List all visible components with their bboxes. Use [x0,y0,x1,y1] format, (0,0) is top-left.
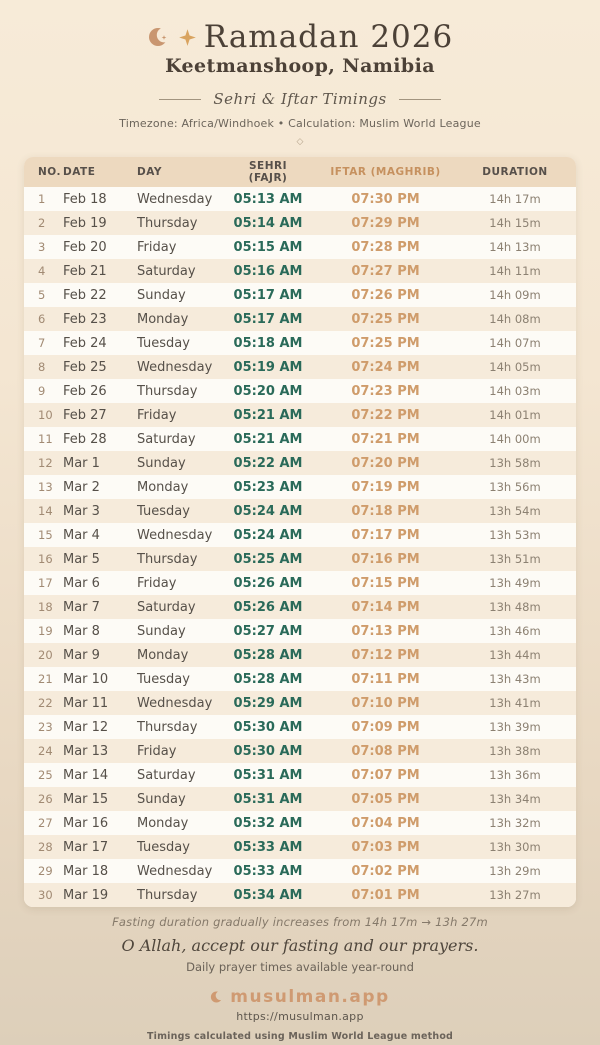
cell-day: Thursday [137,551,198,567]
cell-duration: 13h 38m [489,744,541,758]
cell-date: Feb 22 [63,287,107,303]
cell-duration: 13h 34m [489,792,541,806]
cell-sehri: 05:25 AM [233,551,303,567]
cell-day: Thursday [137,887,198,903]
cell-sehri: 05:18 AM [233,335,303,351]
cell-date: Mar 5 [63,551,100,567]
table-row [24,619,576,643]
cell-duration: 13h 58m [489,456,541,470]
cell-date: Feb 19 [63,215,107,231]
table-row [24,211,576,235]
table-row [24,763,576,787]
cell-iftar: 07:18 PM [351,503,420,519]
cell-duration: 14h 00m [489,432,541,446]
cell-date: Mar 13 [63,743,109,759]
page-title: Ramadan 2026 [203,19,454,55]
cell-no: 5 [38,288,46,302]
cell-day: Saturday [137,599,196,615]
cell-date: Mar 4 [63,527,100,543]
brand-link[interactable]: musulman.app [230,987,390,1007]
table-row [24,451,576,475]
cell-sehri: 05:28 AM [233,647,303,663]
four-pointed-star-icon [178,28,197,47]
cell-sehri: 05:21 AM [233,407,303,423]
availability-note: Daily prayer times available year-round [186,960,414,974]
cell-day: Wednesday [137,863,213,879]
column-header-date: DATE [63,166,96,178]
column-header-iftar: IFTAR (MAGHRIB) [330,166,441,178]
cell-iftar: 07:30 PM [351,191,420,207]
cell-sehri: 05:31 AM [233,791,303,807]
dua-text: O Allah, accept our fasting and our prayers. [121,936,479,955]
brand-row [0,987,600,1007]
cell-day: Tuesday [137,503,190,519]
cell-iftar: 07:25 PM [351,311,420,327]
cell-duration: 14h 09m [489,288,541,302]
cell-no: 19 [38,624,53,638]
cell-sehri: 05:16 AM [233,263,303,279]
divider-line-right [399,99,441,100]
cell-day: Thursday [137,215,198,231]
cell-no: 23 [38,720,53,734]
cell-iftar: 07:27 PM [351,263,420,279]
cell-duration: 13h 36m [489,768,541,782]
table-row [24,283,576,307]
cell-iftar: 07:24 PM [351,359,420,375]
cell-no: 11 [38,432,53,446]
cell-sehri: 05:27 AM [233,623,303,639]
column-header-day: DAY [137,166,162,178]
cell-day: Monday [137,815,189,831]
cell-day: Monday [137,479,189,495]
cell-iftar: 07:04 PM [351,815,420,831]
cell-day: Wednesday [137,359,213,375]
cell-sehri: 05:24 AM [233,503,303,519]
cell-iftar: 07:08 PM [351,743,420,759]
cell-duration: 14h 01m [489,408,541,422]
cell-sehri: 05:22 AM [233,455,303,471]
cell-duration: 13h 27m [489,888,541,902]
cell-duration: 13h 39m [489,720,541,734]
cell-no: 27 [38,816,53,830]
cell-date: Feb 23 [63,311,107,327]
cell-sehri: 05:26 AM [233,575,303,591]
cell-sehri: 05:33 AM [233,839,303,855]
cell-sehri: 05:31 AM [233,767,303,783]
cell-duration: 13h 30m [489,840,541,854]
column-header-no: NO. [38,166,61,178]
cell-day: Monday [137,647,189,663]
cell-sehri: 05:14 AM [233,215,303,231]
site-url-link[interactable]: https://musulman.app [236,1010,364,1023]
table-row [24,499,576,523]
cell-day: Friday [137,239,177,255]
timezone-calculation-meta: Timezone: Africa/Windhoek • Calculation: Muslim World League [119,117,481,130]
table-row [24,715,576,739]
cell-no: 28 [38,840,53,854]
cell-iftar: 07:23 PM [351,383,420,399]
cell-sehri: 05:26 AM [233,599,303,615]
footer [0,915,600,1042]
cell-no: 22 [38,696,53,710]
cell-duration: 13h 29m [489,864,541,878]
cell-duration: 13h 46m [489,624,541,638]
cell-no: 17 [38,576,53,590]
table-row [24,427,576,451]
cell-duration: 14h 13m [489,240,541,254]
cell-no: 26 [38,792,53,806]
cell-iftar: 07:10 PM [351,695,420,711]
cell-date: Mar 7 [63,599,100,615]
cell-date: Mar 3 [63,503,100,519]
cell-duration: 14h 05m [489,360,541,374]
cell-day: Friday [137,407,177,423]
cell-day: Sunday [137,791,186,807]
cell-iftar: 07:01 PM [351,887,420,903]
cell-iftar: 07:07 PM [351,767,420,783]
cell-date: Mar 6 [63,575,100,591]
cell-duration: 14h 15m [489,216,541,230]
table-row [24,643,576,667]
cell-date: Mar 1 [63,455,100,471]
table-row [24,187,576,211]
cell-date: Mar 11 [63,695,109,711]
table-row [24,235,576,259]
cell-day: Wednesday [137,191,213,207]
cell-duration: 14h 03m [489,384,541,398]
location-subtitle: Keetmanshoop, Namibia [165,55,435,77]
cell-date: Mar 8 [63,623,100,639]
cell-iftar: 07:19 PM [351,479,420,495]
cell-no: 7 [38,336,46,350]
cell-date: Mar 12 [63,719,109,735]
cell-duration: 14h 11m [489,264,541,278]
timings-table-card [24,157,576,907]
cell-iftar: 07:02 PM [351,863,420,879]
cell-iftar: 07:11 PM [351,671,420,687]
cell-no: 20 [38,648,53,662]
cell-iftar: 07:22 PM [351,407,420,423]
cell-duration: 13h 44m [489,648,541,662]
cell-date: Feb 21 [63,263,107,279]
cell-sehri: 05:30 AM [233,719,303,735]
table-row [24,259,576,283]
table-row [24,355,576,379]
crescent-moon-star-icon [147,25,171,49]
cell-day: Sunday [137,455,186,471]
cell-date: Mar 15 [63,791,109,807]
cell-sehri: 05:34 AM [233,887,303,903]
cell-iftar: 07:26 PM [351,287,420,303]
cell-duration: 14h 17m [489,192,541,206]
cell-date: Mar 16 [63,815,109,831]
cell-no: 2 [38,216,46,230]
cell-iftar: 07:29 PM [351,215,420,231]
cell-no: 8 [38,360,46,374]
title-row [0,20,600,54]
cell-iftar: 07:15 PM [351,575,420,591]
table-row [24,523,576,547]
table-row [24,859,576,883]
cell-day: Wednesday [137,695,213,711]
cell-duration: 13h 56m [489,480,541,494]
cell-duration: 13h 32m [489,816,541,830]
table-row [24,571,576,595]
table-row [24,667,576,691]
cell-no: 3 [38,240,46,254]
cell-iftar: 07:21 PM [351,431,420,447]
cell-no: 15 [38,528,53,542]
cell-no: 4 [38,264,46,278]
cell-no: 14 [38,504,53,518]
column-header-sehri: SEHRI (FAJR) [248,160,288,184]
cell-date: Feb 20 [63,239,107,255]
cell-no: 24 [38,744,53,758]
cell-iftar: 07:05 PM [351,791,420,807]
cell-no: 30 [38,888,53,902]
cell-day: Saturday [137,431,196,447]
cell-duration: 13h 43m [489,672,541,686]
cell-date: Mar 18 [63,863,109,879]
table-body [24,187,576,907]
cell-day: Tuesday [137,671,190,687]
cell-sehri: 05:23 AM [233,479,303,495]
cell-no: 25 [38,768,53,782]
cell-no: 18 [38,600,53,614]
cell-date: Feb 26 [63,383,107,399]
cell-date: Mar 2 [63,479,100,495]
cell-duration: 13h 41m [489,696,541,710]
table-row [24,691,576,715]
table-row [24,403,576,427]
cell-day: Friday [137,743,177,759]
cell-no: 16 [38,552,53,566]
cell-sehri: 05:32 AM [233,815,303,831]
cell-duration: 14h 07m [489,336,541,350]
cell-date: Feb 18 [63,191,107,207]
cell-no: 10 [38,408,53,422]
cell-day: Saturday [137,767,196,783]
cell-duration: 13h 48m [489,600,541,614]
cell-sehri: 05:19 AM [233,359,303,375]
cell-sehri: 05:30 AM [233,743,303,759]
cell-no: 1 [38,192,46,206]
cell-iftar: 07:17 PM [351,527,420,543]
table-row [24,547,576,571]
cell-iftar: 07:09 PM [351,719,420,735]
column-header-duration: DURATION [482,166,548,178]
cell-duration: 13h 54m [489,504,541,518]
cell-date: Feb 25 [63,359,107,375]
cell-date: Feb 28 [63,431,107,447]
cell-iftar: 07:12 PM [351,647,420,663]
cell-iftar: 07:28 PM [351,239,420,255]
cell-day: Wednesday [137,527,213,543]
table-row [24,739,576,763]
cell-duration: 13h 51m [489,552,541,566]
table-row [24,835,576,859]
brand-crescent-icon [210,990,224,1004]
cell-no: 29 [38,864,53,878]
cell-iftar: 07:25 PM [351,335,420,351]
cell-duration: 13h 49m [489,576,541,590]
cell-sehri: 05:17 AM [233,287,303,303]
cell-sehri: 05:21 AM [233,431,303,447]
cell-day: Friday [137,575,177,591]
cell-sehri: 05:29 AM [233,695,303,711]
cell-sehri: 05:13 AM [233,191,303,207]
cell-day: Monday [137,311,189,327]
table-row [24,811,576,835]
table-row [24,787,576,811]
cell-day: Thursday [137,383,198,399]
cell-date: Feb 24 [63,335,107,351]
cell-day: Thursday [137,719,198,735]
table-row [24,331,576,355]
table-row [24,595,576,619]
cell-no: 12 [38,456,53,470]
cell-sehri: 05:20 AM [233,383,303,399]
cell-sehri: 05:15 AM [233,239,303,255]
cell-iftar: 07:20 PM [351,455,420,471]
cell-no: 6 [38,312,46,326]
cell-iftar: 07:14 PM [351,599,420,615]
cell-iftar: 07:03 PM [351,839,420,855]
cell-no: 13 [38,480,53,494]
cell-iftar: 07:13 PM [351,623,420,639]
table-row [24,883,576,907]
cell-date: Mar 17 [63,839,109,855]
cell-date: Mar 14 [63,767,109,783]
cell-duration: 14h 08m [489,312,541,326]
section-title: Sehri & Iftar Timings [213,90,387,108]
cell-day: Sunday [137,287,186,303]
duration-trend-note: Fasting duration gradually increases from 14h 17m → 13h 27m [112,915,488,929]
cell-sehri: 05:28 AM [233,671,303,687]
table-row [24,379,576,403]
table-row [24,475,576,499]
cell-no: 9 [38,384,46,398]
header [0,0,600,147]
cell-duration: 13h 53m [489,528,541,542]
cell-sehri: 05:24 AM [233,527,303,543]
diamond-separator-icon: ◇ [296,137,304,147]
cell-day: Tuesday [137,335,190,351]
cell-day: Sunday [137,623,186,639]
section-title-row [0,90,600,108]
cell-sehri: 05:33 AM [233,863,303,879]
cell-date: Feb 27 [63,407,107,423]
cell-date: Mar 9 [63,647,100,663]
cell-date: Mar 19 [63,887,109,903]
cell-sehri: 05:17 AM [233,311,303,327]
table-row [24,307,576,331]
cell-day: Tuesday [137,839,190,855]
cell-date: Mar 10 [63,671,109,687]
table-header-row [24,157,576,187]
cell-day: Saturday [137,263,196,279]
cell-no: 21 [38,672,53,686]
divider-line-left [159,99,201,100]
calculation-method-note: Timings calculated using Muslim World League method [146,1031,454,1042]
cell-iftar: 07:16 PM [351,551,420,567]
